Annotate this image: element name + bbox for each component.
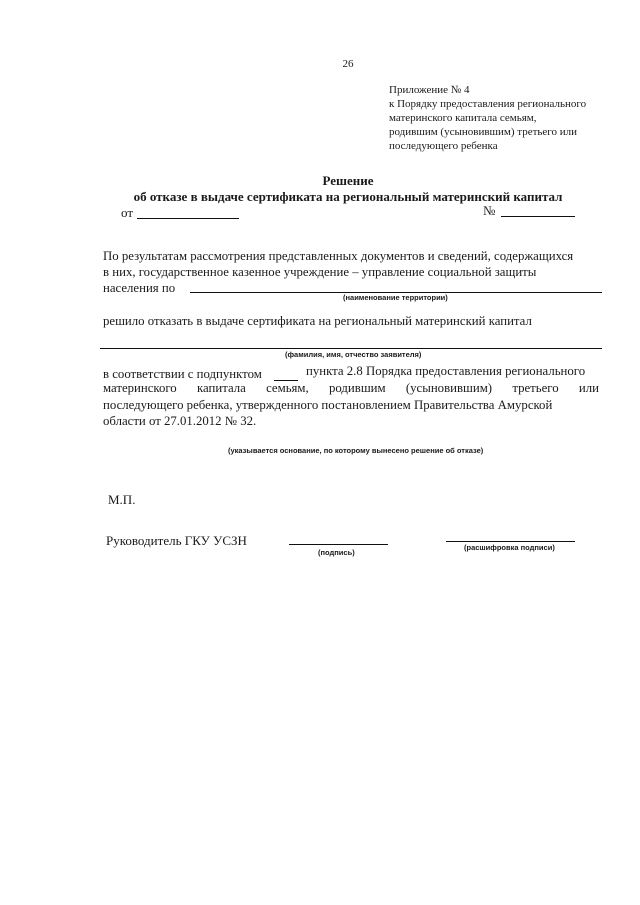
stamp-label: М.П.	[108, 492, 136, 507]
paragraph-line: в соответствии с подпунктом	[103, 367, 262, 381]
justified-line	[103, 381, 599, 396]
paragraph-line: По результатам рассмотрения представленных документов и сведений, содержащихся	[103, 249, 574, 263]
head-label: Руководитель ГКУ УСЗН	[106, 533, 247, 548]
word: или	[578, 381, 599, 395]
territory-hint: (наименование территории)	[343, 293, 448, 302]
number-label: №	[483, 203, 496, 218]
signature-field[interactable]	[289, 544, 388, 545]
page-number: 26	[342, 58, 354, 70]
document-subtitle: об отказе в выдаче сертификата на региональный материнский капитал	[133, 189, 563, 204]
reason-hint: (указывается основание, по которому вынесено решение об отказе)	[228, 446, 484, 455]
annex-line: последующего ребенка	[389, 140, 498, 152]
word: третьего	[512, 381, 559, 395]
paragraph-line: области от 27.01.2012 № 32.	[103, 414, 257, 428]
paragraph-line: последующего ребенка, утвержденного постановлением Правительства Амурской	[103, 398, 553, 412]
word: материнского	[103, 381, 177, 395]
annex-line: родившим (усыновившим) третьего или	[389, 126, 578, 138]
word: капитала	[196, 381, 246, 395]
annex-block	[389, 83, 586, 153]
decoding-hint: (расшифровка подписи)	[464, 543, 555, 552]
date-label: от	[121, 205, 134, 220]
decoding-field[interactable]	[446, 541, 575, 542]
applicant-hint: (фамилия, имя, отчество заявителя)	[285, 350, 422, 359]
decision-line: решило отказать в выдаче сертификата на региональный материнский капитал	[103, 314, 532, 328]
word: (усыновившим)	[405, 381, 493, 395]
paragraph-line: в них, государственное казенное учреждение – управление социальной защиты	[103, 265, 537, 279]
signature-hint: (подпись)	[318, 548, 355, 557]
date-field[interactable]	[137, 218, 239, 219]
annex-line: к Порядку предоставления регионального	[389, 98, 587, 110]
paragraph-line: пункта 2.8 Порядка предоставления регионального	[306, 364, 586, 378]
word: родившим	[328, 381, 386, 395]
number-field[interactable]	[501, 216, 575, 217]
annex-line: материнского капитала семьям,	[389, 112, 537, 124]
applicant-field[interactable]	[100, 348, 602, 349]
paragraph-line: населения по	[103, 281, 176, 295]
word: семьям,	[266, 381, 309, 395]
annex-line: Приложение № 4	[389, 84, 470, 96]
document-title: Решение	[322, 173, 374, 188]
